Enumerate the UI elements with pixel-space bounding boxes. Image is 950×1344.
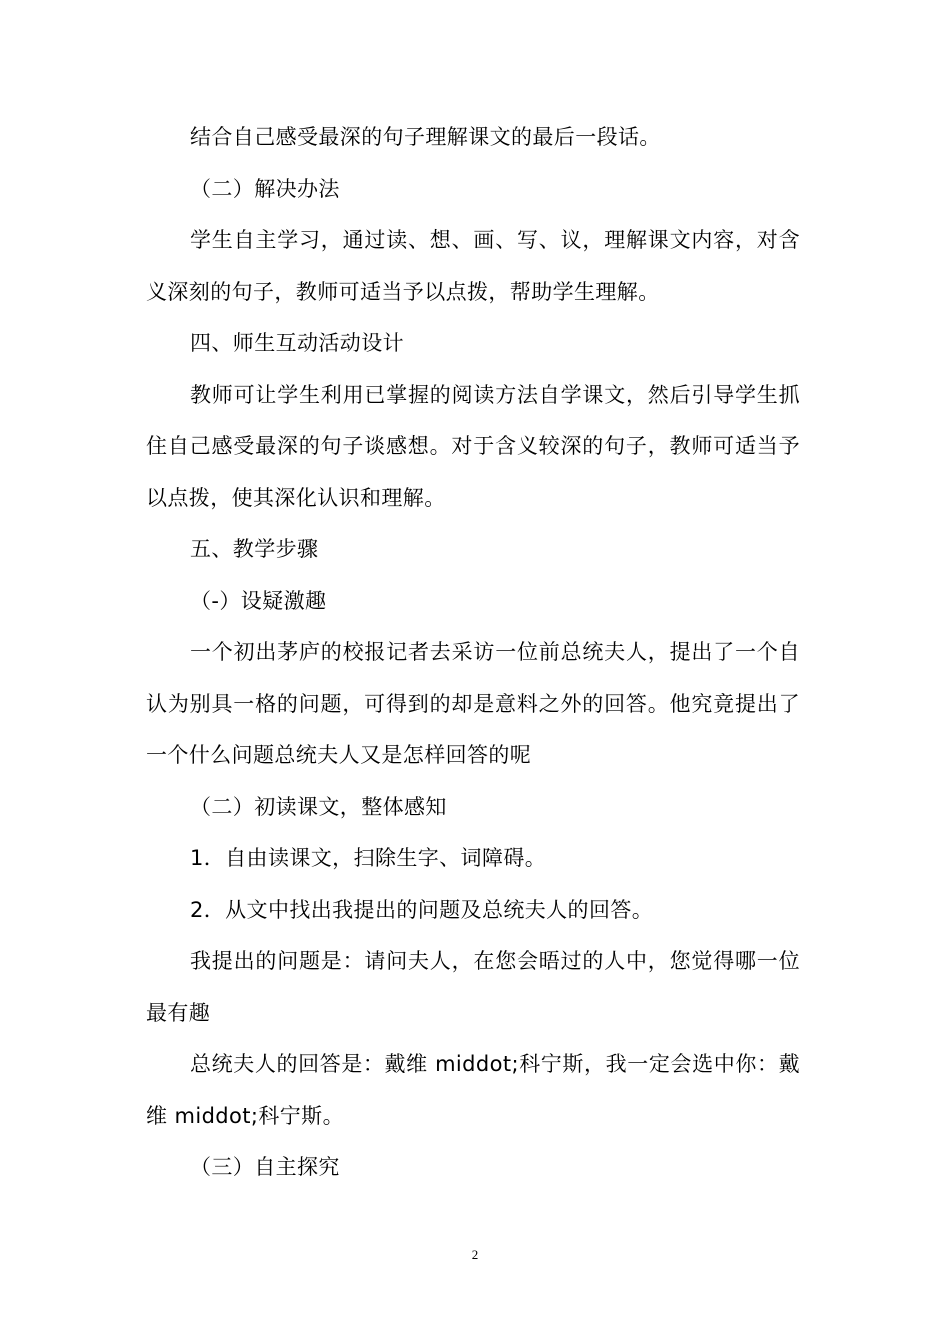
- document-body: [146, 112, 800, 1194]
- paragraph: 总统夫人的回答是：戴维 middot;科宁斯，我一定会选中你：戴维 middot;科宁斯。: [146, 1052, 800, 1128]
- paragraph: 一个初出茅庐的校报记者去采访一位前总统夫人，提出了一个自认为别具一格的问题，可得到的却是意料之外的回答。他究竟提出了一个什么问题总统夫人又是怎样回答的呢: [146, 640, 800, 767]
- list-item: 2．从文中找出我提出的问题及总统夫人的回答。: [190, 897, 654, 922]
- page-number: 2: [471, 1247, 479, 1262]
- paragraph: 结合自己感受最深的句子理解课文的最后一段话。: [190, 125, 661, 149]
- section-heading: （二）解决办法: [190, 176, 340, 201]
- section-heading: （二）初读课文，整体感知: [190, 794, 447, 819]
- section-heading: （-）设疑激趣: [190, 588, 327, 613]
- section-heading: 四、师生互动活动设计: [190, 331, 404, 355]
- paragraph: 教师可让学生利用已掌握的阅读方法自学课文，然后引导学生抓住自己感受最深的句子谈感想。对于含义较深的句子，教师可适当予以点拨，使其深化认识和理解。: [146, 382, 800, 510]
- list-item: 1．自由读课文，扫除生字、词障碍。: [190, 846, 547, 870]
- paragraph: 我提出的问题是：请问夫人，在您会晤过的人中，您觉得哪一位最有趣: [146, 949, 800, 1025]
- paragraph: 学生自主学习，通过读、想、画、写、议，理解课文内容，对含义深刻的句子，教师可适当予以点拨，帮助学生理解。: [146, 228, 800, 304]
- section-heading: 五、教学步骤: [190, 537, 319, 561]
- section-heading: （三）自主探究: [190, 1155, 340, 1179]
